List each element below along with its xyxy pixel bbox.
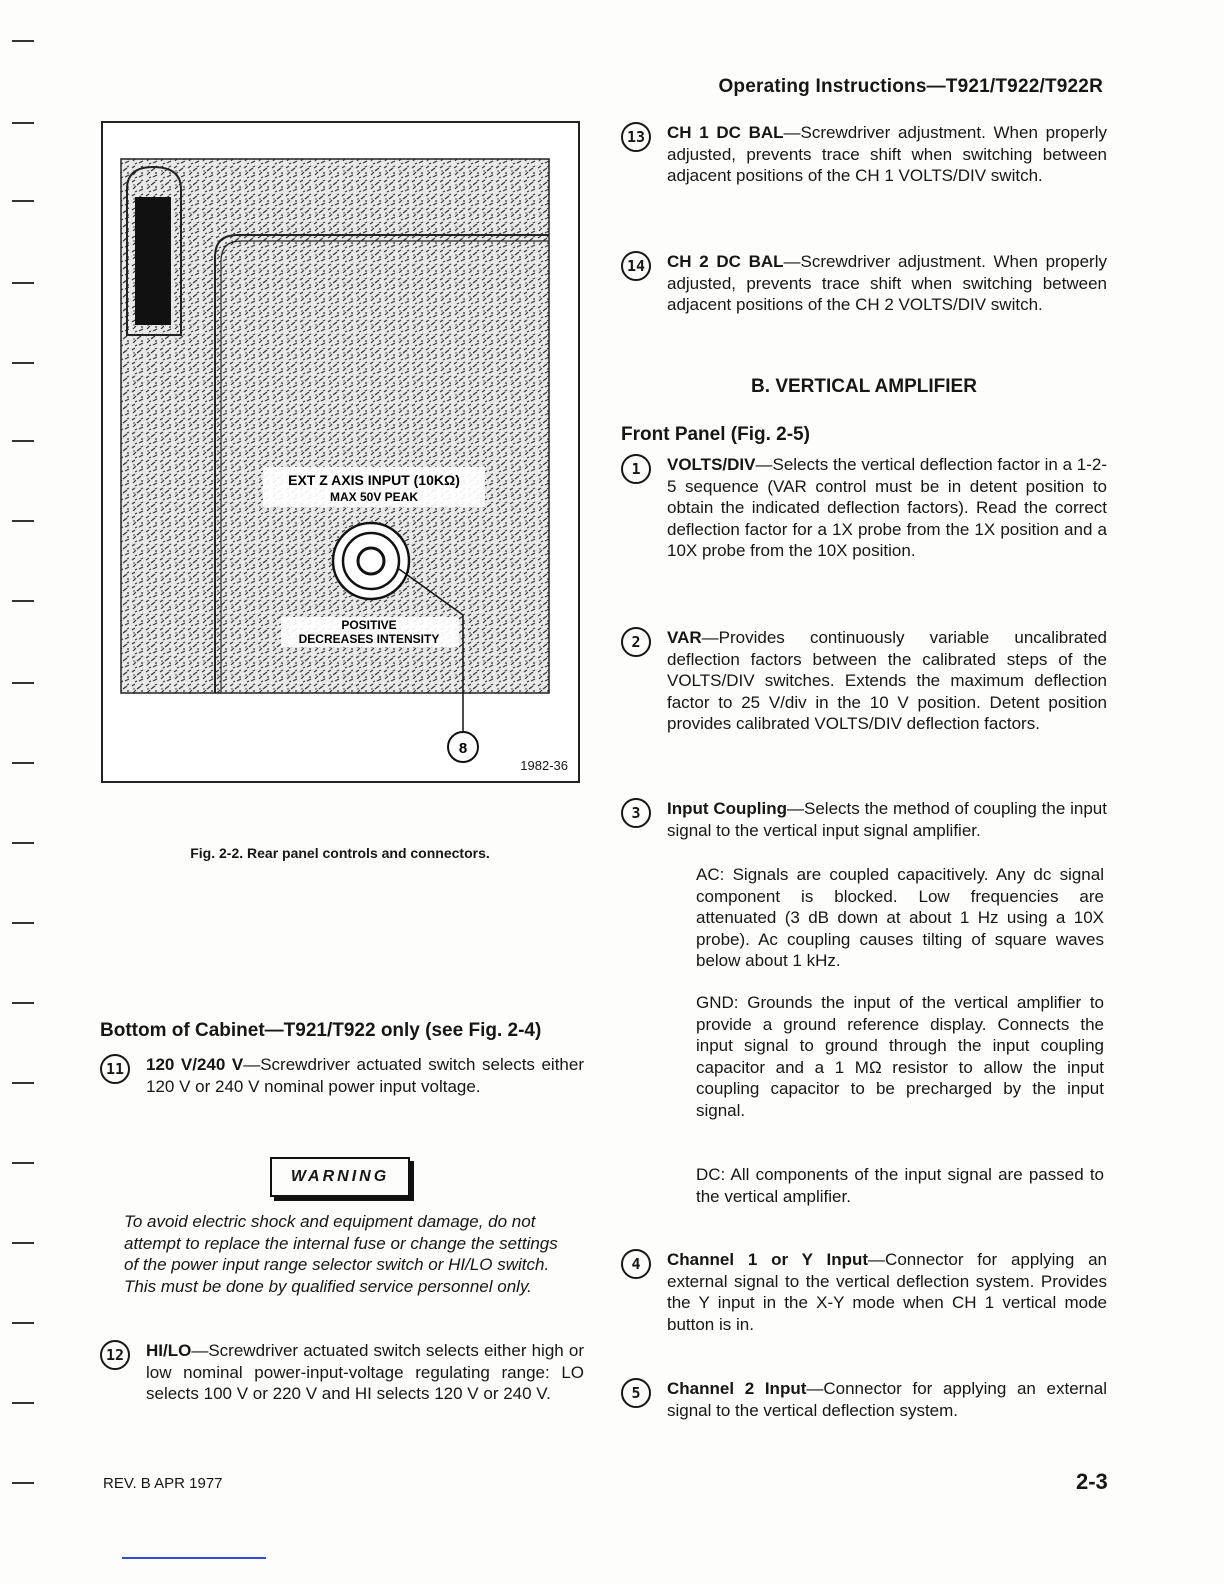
- margin-mark: [12, 1162, 34, 1164]
- subheading-front-panel: Front Panel (Fig. 2-5): [621, 424, 810, 445]
- margin-mark: [12, 600, 34, 602]
- item-text: [667, 251, 1107, 316]
- item-description: —Screwdriver adjustment. When properly adjusted, prevents trace shift when switching between adjacent positions of the CH 1 VOLTS/DIV switch.: [667, 123, 1107, 186]
- slot-opening: [135, 197, 171, 325]
- panel-label-line1: EXT Z AXIS INPUT (10KΩ): [288, 472, 460, 488]
- item-term: CH 2 DC BAL: [667, 252, 784, 271]
- item-2: [621, 627, 1107, 735]
- item-4: [621, 1249, 1107, 1335]
- page-header: Operating Instructions—T921/T922/T922R: [718, 76, 1103, 97]
- item-number-badge: 11: [100, 1054, 130, 1084]
- item-text: [667, 122, 1107, 187]
- margin-mark: [12, 40, 34, 42]
- margin-mark: [12, 842, 34, 844]
- item-description: —Screwdriver actuated switch selects either 120 V or 240 V nominal power input voltage.: [146, 1055, 584, 1096]
- margin-mark: [12, 1402, 34, 1404]
- item-text: [667, 1249, 1107, 1335]
- margin-mark: [12, 1002, 34, 1004]
- item-11: [100, 1054, 584, 1097]
- callout-number: 8: [458, 740, 468, 757]
- figure-caption: Fig. 2-2. Rear panel controls and connectors.: [190, 845, 490, 861]
- item-3: [621, 798, 1107, 841]
- warning-label: WARNING: [270, 1157, 410, 1197]
- item-term: VAR: [667, 628, 702, 647]
- margin-mark: [12, 1322, 34, 1324]
- item-12: [100, 1340, 584, 1405]
- figure-id: 1982-36: [520, 758, 568, 773]
- margin-mark: [12, 762, 34, 764]
- item-term: VOLTS/DIV: [667, 455, 756, 474]
- margin-mark: [12, 1242, 34, 1244]
- item-text: [667, 798, 1107, 841]
- revision-note: REV. B APR 1977: [103, 1475, 223, 1492]
- panel-label-line2: MAX 50V PEAK: [329, 490, 419, 504]
- margin-mark: [12, 1082, 34, 1084]
- margin-mark: [12, 122, 34, 124]
- coupling-gnd-description: GND: Grounds the input of the vertical amplifier to provide a ground reference display. Connects the input signal to ground through the input coupling capacitor and a 1 MΩ resistor to allow the input coupling capacitor to be precharged by the input signal.: [696, 993, 1104, 1120]
- margin-mark: [12, 682, 34, 684]
- connector-label-line2: DECREASES INTENSITY: [298, 632, 440, 646]
- margin-mark: [12, 200, 34, 202]
- item-number-badge: 1: [621, 454, 651, 484]
- item-text: [667, 627, 1107, 735]
- item-text: [667, 1378, 1107, 1421]
- item-term: CH 1 DC BAL: [667, 123, 784, 142]
- margin-mark: [12, 362, 34, 364]
- item-text: [146, 1054, 584, 1097]
- item-term: Channel 2 Input: [667, 1379, 807, 1398]
- rear-panel-illustration: [103, 123, 578, 781]
- item-description: —Provides continuously variable uncalibrated deflection factors between the calibrated steps of the VOLTS/DIV switches. Extends the maximum deflection factor to 25 V/div in the 10 V position. Detent position provides calibrated VOLTS/DIV deflection factors.: [667, 628, 1107, 734]
- item-term: 120 V/240 V: [146, 1055, 244, 1074]
- item-number-badge: 13: [621, 122, 651, 152]
- item-number-badge: 4: [621, 1249, 651, 1279]
- section-heading-vertical-amplifier: B. VERTICAL AMPLIFIER: [751, 376, 977, 397]
- item-number-badge: 3: [621, 798, 651, 828]
- margin-mark: [12, 520, 34, 522]
- item-term: Input Coupling: [667, 799, 787, 818]
- coupling-dc-description: DC: All components of the input signal are passed to the vertical amplifier.: [696, 1165, 1104, 1206]
- page-number: 2-3: [1076, 1469, 1108, 1494]
- item-number-badge: 14: [621, 251, 651, 281]
- item-description: —Screwdriver actuated switch selects either high or low nominal power-input-voltage regulating range: LO selects 100 V or 220 V and HI selects 120 V or 240 V.: [146, 1341, 584, 1404]
- item-number-badge: 5: [621, 1378, 651, 1408]
- margin-mark: [12, 922, 34, 924]
- item-13: [621, 122, 1107, 187]
- margin-mark: [12, 440, 34, 442]
- item-term: Channel 1 or Y Input: [667, 1250, 869, 1269]
- item-description: —Connector for applying an external signal to the vertical deflection system. Provides the Y input in the X-Y mode when CH 1 vertical mode button is in.: [667, 1250, 1107, 1334]
- item-5: [621, 1378, 1107, 1421]
- item-term: HI/LO: [146, 1341, 192, 1360]
- item-description: —Selects the vertical deflection factor in a 1-2-5 sequence (VAR control must be in detent position to obtain the indicated deflection factors). Read the correct deflection factor for a 1X probe from the 1X position and a 10X probe from the 10X position.: [667, 455, 1107, 561]
- item-description: —Screwdriver adjustment. When properly adjusted, prevents trace shift when switching between adjacent positions of the CH 2 VOLTS/DIV switch.: [667, 252, 1107, 315]
- connector-label-line1: POSITIVE: [341, 618, 397, 632]
- item-description: —Connector for applying an external signal to the vertical deflection system.: [667, 1379, 1107, 1420]
- bottom-rule: [122, 1557, 266, 1559]
- margin-mark: [12, 282, 34, 284]
- item-number-badge: 12: [100, 1340, 130, 1370]
- item-1: [621, 454, 1107, 562]
- item-description: —Selects the method of coupling the input signal to the vertical input signal amplifier.: [667, 799, 1107, 840]
- section-heading-bottom-cabinet: Bottom of Cabinet—T921/T922 only (see Fig. 2-4): [100, 1020, 542, 1041]
- item-text: [667, 454, 1107, 562]
- item-14: [621, 251, 1107, 316]
- item-text: [146, 1340, 584, 1405]
- warning-text: To avoid electric shock and equipment damage, do not attempt to replace the internal fuse or change the settings of the power input range selector switch or HI/LO switch. This must be done by qualified service personnel only.: [124, 1212, 558, 1296]
- coupling-ac-description: AC: Signals are coupled capacitively. Any dc signal component is blocked. Low frequencies are attenuated (3 dB down at about 1 Hz using a 10X probe). Ac coupling causes tilting of square waves below about 1 kHz.: [696, 865, 1104, 971]
- item-number-badge: 2: [621, 627, 651, 657]
- rear-panel-figure: [101, 121, 580, 783]
- margin-mark: [12, 1482, 34, 1484]
